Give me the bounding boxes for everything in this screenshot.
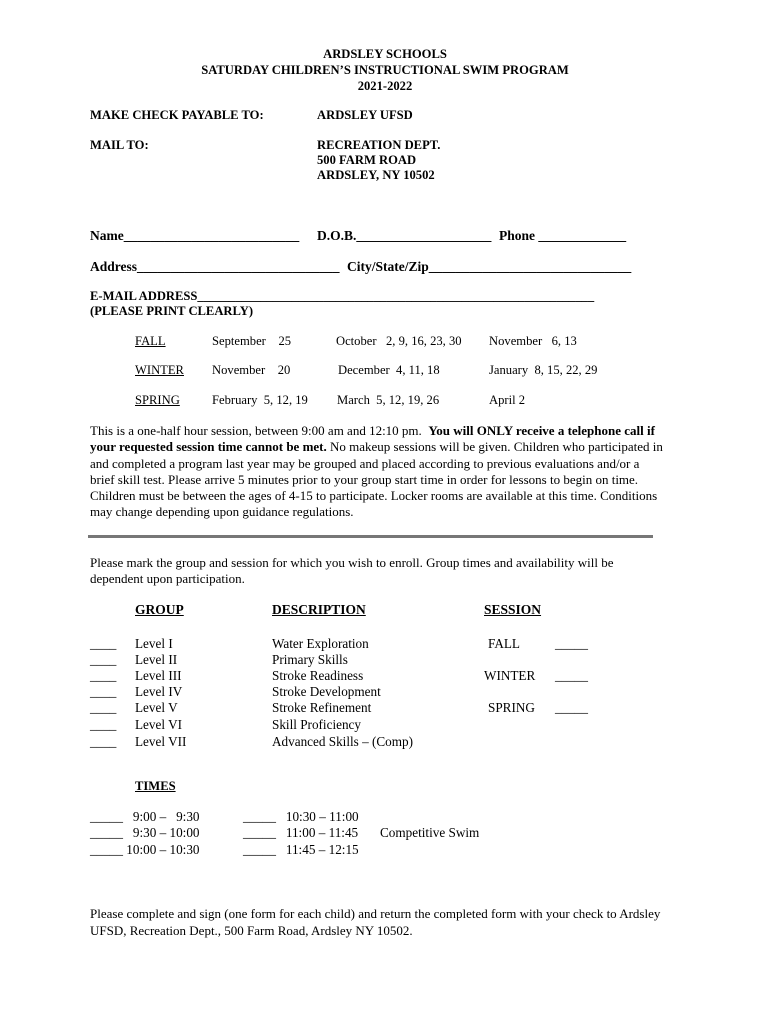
group-desc-3: Stroke Readiness (272, 668, 364, 683)
info-text-intro: This is a one-half hour session, between 9:00 am and 12:10 pm. (90, 423, 429, 438)
schedule-season-fall: FALL (135, 334, 166, 348)
session-column-header: SESSION (484, 602, 542, 617)
group-desc-4: Stroke Development (272, 684, 381, 699)
mail-address-line-3: ARDSLEY, NY 10502 (317, 168, 435, 182)
group-level-2: Level II (135, 652, 178, 667)
time-slot-1100[interactable]: _____ 11:00 – 11:45 (243, 825, 359, 840)
session-spring-blank[interactable]: _____ (555, 700, 588, 715)
group-level-5: Level V (135, 700, 178, 715)
info-text-telephone-notice: You will ONLY receive a telephone call if your requested session time cannot be met. (90, 423, 655, 455)
dob-field[interactable]: D.O.B.____________________ (317, 228, 492, 243)
print-clearly-note: (PLEASE PRINT CLEARLY) (90, 304, 254, 318)
description-column-header: DESCRIPTION (272, 602, 366, 617)
group-desc-6: Skill Proficiency (272, 717, 362, 732)
group-level-6: Level VI (135, 717, 182, 732)
session-winter-label: WINTER (484, 668, 536, 683)
group-checkbox-level-6[interactable]: ____ (90, 717, 117, 732)
session-fall-label: FALL (488, 636, 520, 651)
time-slot-0900[interactable]: _____ 9:00 – 9:30 (90, 809, 200, 824)
schedule-season-winter: WINTER (135, 363, 184, 377)
check-payable-value: ARDSLEY UFSD (317, 108, 413, 122)
mail-to-label: MAIL TO: (90, 138, 149, 152)
schedule-winter-dates-3: January 8, 15, 22, 29 (489, 363, 598, 377)
schedule-fall-dates-2: October 2, 9, 16, 23, 30 (336, 334, 462, 348)
group-desc-2: Primary Skills (272, 652, 348, 667)
schedule-fall-dates-1: September 25 (212, 334, 292, 348)
group-level-4: Level IV (135, 684, 183, 699)
session-winter-blank[interactable]: _____ (555, 668, 588, 683)
group-level-3: Level III (135, 668, 182, 683)
group-checkbox-level-4[interactable]: ____ (90, 684, 117, 699)
program-year: 2021-2022 (357, 79, 413, 93)
city-state-zip-field[interactable]: City/State/Zip______________________________ (347, 259, 632, 274)
group-checkbox-level-7[interactable]: ____ (90, 734, 117, 749)
schedule-winter-dates-2: December 4, 11, 18 (338, 363, 440, 377)
address-field[interactable]: Address______________________________ (90, 259, 340, 274)
schedule-season-spring: SPRING (135, 393, 180, 407)
time-slot-1145[interactable]: _____ 11:45 – 12:15 (243, 842, 359, 857)
group-column-header: GROUP (135, 602, 184, 617)
group-checkbox-level-5[interactable]: ____ (90, 700, 117, 715)
email-field[interactable]: E-MAIL ADDRESS_______________________________________________________________ (90, 289, 595, 303)
group-level-1: Level I (135, 636, 173, 651)
schedule-fall-dates-3: November 6, 13 (489, 334, 577, 348)
schedule-spring-dates-1: February 5, 12, 19 (212, 393, 308, 407)
group-checkbox-level-1[interactable]: ____ (90, 636, 117, 651)
program-title: SATURDAY CHILDREN’S INSTRUCTIONAL SWIM PROGRAM (201, 63, 569, 77)
name-field[interactable]: Name__________________________ (90, 228, 300, 243)
enroll-instructions: Please mark the group and session for which you wish to enroll. Group times and availability will be dependent upon participation. (90, 555, 614, 587)
group-checkbox-level-2[interactable]: ____ (90, 652, 117, 667)
session-spring-label: SPRING (488, 700, 535, 715)
footer-instructions: Please complete and sign (one form for each child) and return the completed form with your check to Ardsley UFSD, Recreation Dept., 500 Farm Road, Ardsley NY 10502. (90, 906, 661, 938)
session-fall-blank[interactable]: _____ (555, 636, 588, 651)
times-header: TIMES (135, 779, 176, 793)
group-desc-7: Advanced Skills – (Comp) (272, 734, 414, 749)
group-level-7: Level VII (135, 734, 187, 749)
mail-address-line-2: 500 FARM ROAD (317, 153, 417, 167)
phone-field[interactable]: Phone _____________ (499, 228, 627, 243)
school-name: ARDSLEY SCHOOLS (323, 47, 447, 61)
time-slot-1000[interactable]: _____ 10:00 – 10:30 (90, 842, 200, 857)
schedule-spring-dates-3: April 2 (489, 393, 526, 407)
program-info-paragraph (90, 423, 665, 521)
time-slot-1030[interactable]: _____ 10:30 – 11:00 (243, 809, 359, 824)
check-payable-label: MAKE CHECK PAYABLE TO: (90, 108, 264, 122)
schedule-winter-dates-1: November 20 (212, 363, 291, 377)
info-text-details: No makeup sessions will be given. Children who participated in and completed a program last year may be grouped and placed according to previous evaluations and/or a brief skill test. Please arrive 5 minutes prior to your group start time in order for lessons to begin on time. Children must be between the ages of 4-15 to participate. Locker rooms are available at this time. Conditions may change depending upon guidance regulations. (90, 439, 663, 520)
mail-address-line-1: RECREATION DEPT. (317, 138, 441, 152)
section-divider (88, 535, 653, 538)
time-slot-0930[interactable]: _____ 9:30 – 10:00 (90, 825, 200, 840)
group-desc-5: Stroke Refinement (272, 700, 372, 715)
competitive-swim-label: Competitive Swim (380, 825, 480, 840)
group-desc-1: Water Exploration (272, 636, 369, 651)
group-checkbox-level-3[interactable]: ____ (90, 668, 117, 683)
schedule-spring-dates-2: March 5, 12, 19, 26 (337, 393, 440, 407)
